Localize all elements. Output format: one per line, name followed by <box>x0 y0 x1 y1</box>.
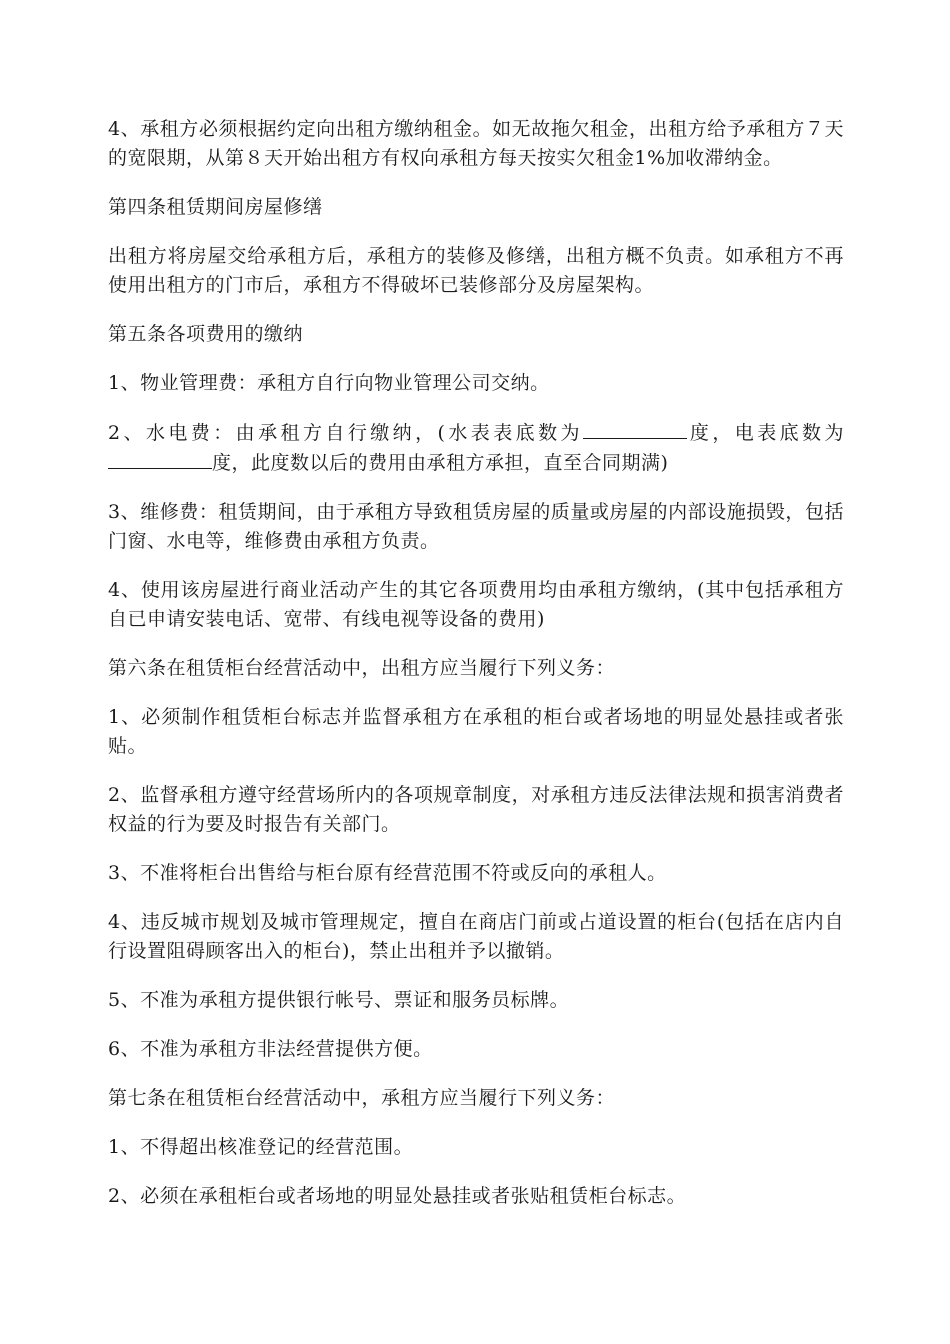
lessor-duty-4: 4、违反城市规划及城市管理规定，擅自在商店门前或占道设置的柜台(包括在店内自行设置阻碍顾客出入的柜台)，禁止出租并予以撤销。 <box>108 911 844 962</box>
utility-fee-text-c: 度，此度数以后的费用由承租方承担，直至合同期满) <box>212 452 669 474</box>
utility-fee-text-a: 2、水电费：由承租方自行缴纳，(水表表底数为 <box>108 422 583 444</box>
lessor-duty-1: 1、必须制作租赁柜台标志并监督承租方在承租的柜台或者场地的明显处悬挂或者张贴。 <box>108 706 844 757</box>
lessor-duty-5: 5、不准为承租方提供银行帐号、票证和服务员标牌。 <box>108 989 570 1011</box>
lessee-duty-2: 2、必须在承租柜台或者场地的明显处悬挂或者张贴租赁柜台标志。 <box>108 1185 687 1207</box>
other-fees-clause: 4、使用该房屋进行商业活动产生的其它各项费用均由承租方缴纳，(其中包括承租方自已申请安装电话、宽带、有线电视等设备的费用) <box>108 579 844 630</box>
lessee-duty-1: 1、不得超出核准登记的经营范围。 <box>108 1136 414 1158</box>
property-fee-clause: 1、物业管理费：承租方自行向物业管理公司交纳。 <box>108 372 550 394</box>
lessor-duty-3: 3、不准将柜台出售给与柜台原有经营范围不符或反向的承租人。 <box>108 862 667 884</box>
lessor-duty-6: 6、不准为承租方非法经营提供方便。 <box>108 1038 433 1060</box>
article-5-heading: 第五条各项费用的缴纳 <box>108 323 304 345</box>
repair-clause: 出租方将房屋交给承租方后，承租方的装修及修缮，出租方概不负责。如承租方不再使用出租方的门市后，承租方不得破坏已装修部分及房屋架构。 <box>108 245 844 296</box>
utility-fee-text-b: 度，电表底数为 <box>686 422 844 444</box>
article-7-heading: 第七条在租赁柜台经营活动中，承租方应当履行下列义务： <box>108 1087 616 1109</box>
utility-fee-clause <box>108 418 844 478</box>
article-4-heading: 第四条租赁期间房屋修缮 <box>108 196 323 218</box>
water-meter-blank <box>583 418 687 439</box>
lessor-duty-2: 2、监督承租方遵守经营场所内的各项规章制度，对承租方违反法律法规和损害消费者权益的行为要及时报告有关部门。 <box>108 784 844 835</box>
electric-meter-blank <box>108 448 212 469</box>
late-payment-clause: 4、承租方必须根据约定向出租方缴纳租金。如无故拖欠租金，出租方给予承租方７天的宽限期，从第８天开始出租方有权向承租方每天按实欠租金1%加收滞纳金。 <box>108 118 844 169</box>
article-6-heading: 第六条在租赁柜台经营活动中，出租方应当履行下列义务： <box>108 657 616 679</box>
document-body <box>108 115 844 1231</box>
maintenance-fee-clause: 3、维修费：租赁期间，由于承租方导致租赁房屋的质量或房屋的内部设施损毁，包括门窗、水电等，维修费由承租方负责。 <box>108 501 844 552</box>
